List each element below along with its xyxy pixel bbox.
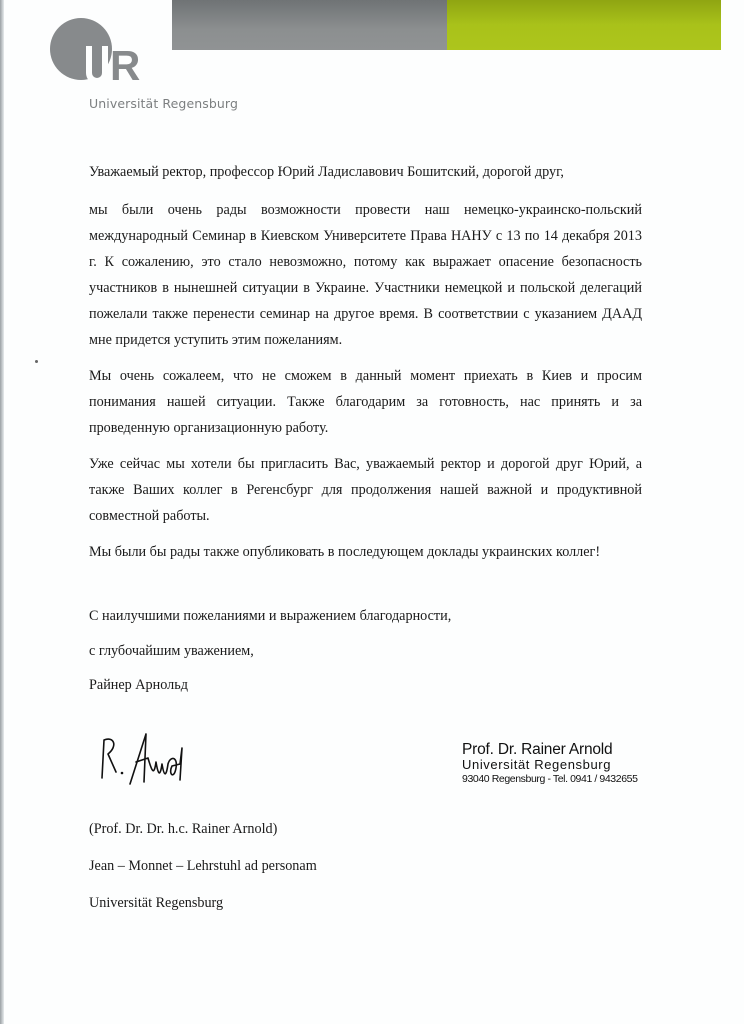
sender-name: Райнер Арнольд: [89, 677, 188, 693]
signatory-block: [89, 819, 317, 930]
letter-body: [89, 162, 642, 575]
university-name: Universität Regensburg: [89, 96, 238, 111]
signatory-university: Universität Regensburg: [89, 895, 224, 911]
stamp-name: Prof. Dr. Rainer Arnold: [462, 741, 613, 758]
closing-respect: с глубочайшим уважением,: [89, 642, 254, 659]
stamp-university: Universität Regensburg: [462, 757, 612, 772]
paragraph: мы были очень рады возможности провести наш немецко-украинско-польский международный Семинар в Киевском Университете Права НАНУ с 13 по 14 декабря 2013 г. К сожалению, это стало невозможно, потому как выражает опасение безопасность участников в нынешней ситуации в Украине. Участники немецкой и польской делегаций пожелали также перенести семинар на другое время. В соответствии с указанием ДААД мне придется уступить этим пожеланиям.: [89, 202, 642, 348]
paragraph: Уже сейчас мы хотели бы пригласить Вас, уважаемый ректор и дорогой друг Юрий, а также Ваших коллег в Регенсбург для продолжения нашей важной и продуктивной совместной работы.: [89, 456, 642, 524]
header-green-band: [447, 0, 721, 50]
signatory-chair: Jean – Monnet – Lehrstuhl ad personam: [89, 858, 317, 874]
handwritten-signature: [96, 728, 216, 788]
header-gray-band: [172, 0, 447, 50]
salutation: Уважаемый ректор, профессор Юрий Ладиславович Бошитский, дорогой друг,: [89, 164, 564, 180]
closing-wishes: С наилучшими пожеланиями и выражением благодарности,: [89, 608, 452, 624]
signatory-full-name: (Prof. Dr. Dr. h.c. Rainer Arnold): [89, 821, 278, 837]
closing-block: [89, 606, 451, 710]
logo-u-letter: [86, 46, 108, 84]
scan-speck: [35, 360, 38, 363]
paragraph: Мы очень сожалеем, что не сможем в данный момент приехать в Киев и просим понимания нашей ситуации. Также благодарим за готовность, нас принять и за проведенную организационную работу.: [89, 368, 642, 436]
scan-edge: [0, 0, 4, 1024]
address-stamp: [462, 741, 638, 786]
paragraph: Мы были бы рады также опубликовать в последующем доклады украинских коллег!: [89, 544, 601, 560]
university-logo: [46, 16, 166, 96]
stamp-address: 93040 Regensburg - Tel. 0941 / 9432655: [462, 773, 638, 785]
logo-r-letter: R: [110, 42, 141, 89]
